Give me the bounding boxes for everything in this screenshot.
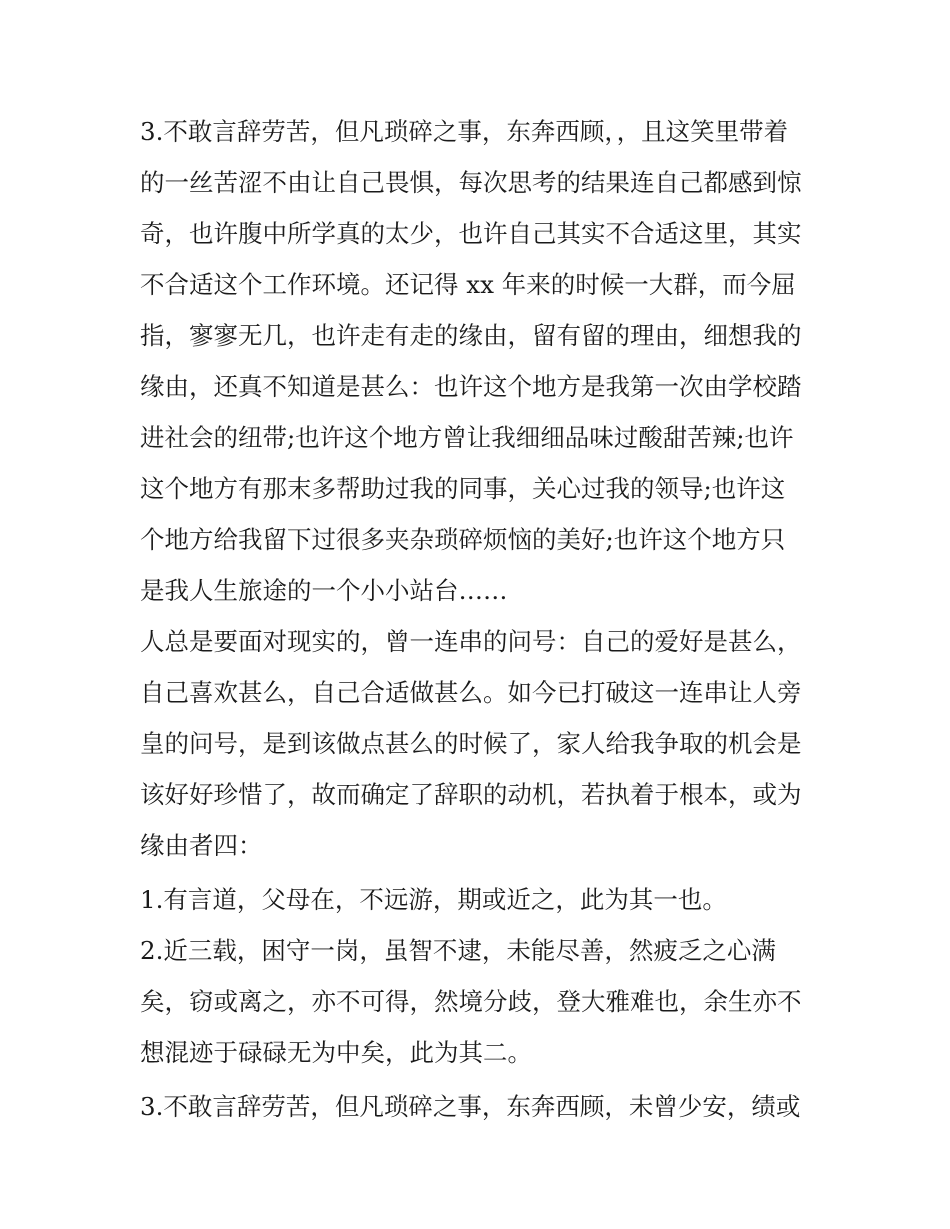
document-body xyxy=(140,106,820,1132)
text-line: 是我人生旅途的一个小小站台…… xyxy=(140,576,508,605)
paragraph xyxy=(140,925,820,1078)
paragraph xyxy=(140,1081,820,1132)
text-line: 1.有言道，父母在，不远游，期或近之，此为其一也。 xyxy=(140,885,727,914)
text-line: 的一丝苦涩不由让自己畏惧，每次思考的结果连自己都感到惊 xyxy=(140,168,802,197)
text-line: 不合适这个工作环境。还记得 xx 年来的时候一大群，而今屈 xyxy=(140,270,796,299)
text-line: 想混迹于碌碌无为中矣，此为其二。 xyxy=(140,1038,532,1067)
text-line: 进社会的纽带;也许这个地方曾让我细细品味过酸甜苦辣;也许 xyxy=(140,423,794,452)
paragraph xyxy=(140,616,820,871)
text-line: 2.近三载，困守一岗，虽智不逮，未能尽善，然疲乏之心满 xyxy=(140,936,776,965)
text-line: 奇，也许腹中所学真的太少，也许自己其实不合适这里，其实 xyxy=(140,219,802,248)
text-line: 自己喜欢甚么，自己合适做甚么。如今已打破这一连串让人旁 xyxy=(140,678,802,707)
text-line: 该好好珍惜了，故而确定了辞职的动机，若执着于根本，或为 xyxy=(140,780,802,809)
text-line: 人总是要面对现实的，曾一连串的问号：自己的爱好是甚么， xyxy=(140,627,802,656)
paragraph xyxy=(140,106,820,616)
text-line: 个地方给我留下过很多夹杂琐碎烦恼的美好;也许这个地方只 xyxy=(140,525,786,554)
text-line: 3.不敢言辞劳苦，但凡琐碎之事，东奔西顾，，且这笑里带着 xyxy=(140,117,789,146)
text-line: 缘由，还真不知道是甚么：也许这个地方是我第一次由学校踏 xyxy=(140,372,802,401)
text-line: 指，寥寥无几，也许走有走的缘由，留有留的理由，细想我的 xyxy=(140,321,802,350)
text-line: 矣，窃或离之，亦不可得，然境分歧，登大雅难也，余生亦不 xyxy=(140,987,802,1016)
text-line: 缘由者四： xyxy=(140,831,263,860)
paragraph xyxy=(140,874,820,925)
text-line: 这个地方有那末多帮助过我的同事，关心过我的领导;也许这 xyxy=(140,474,786,503)
text-line: 皇的问号，是到该做点甚么的时候了，家人给我争取的机会是 xyxy=(140,729,802,758)
text-line: 3.不敢言辞劳苦，但凡琐碎之事，东奔西顾，未曾少安，绩或 xyxy=(140,1092,801,1121)
